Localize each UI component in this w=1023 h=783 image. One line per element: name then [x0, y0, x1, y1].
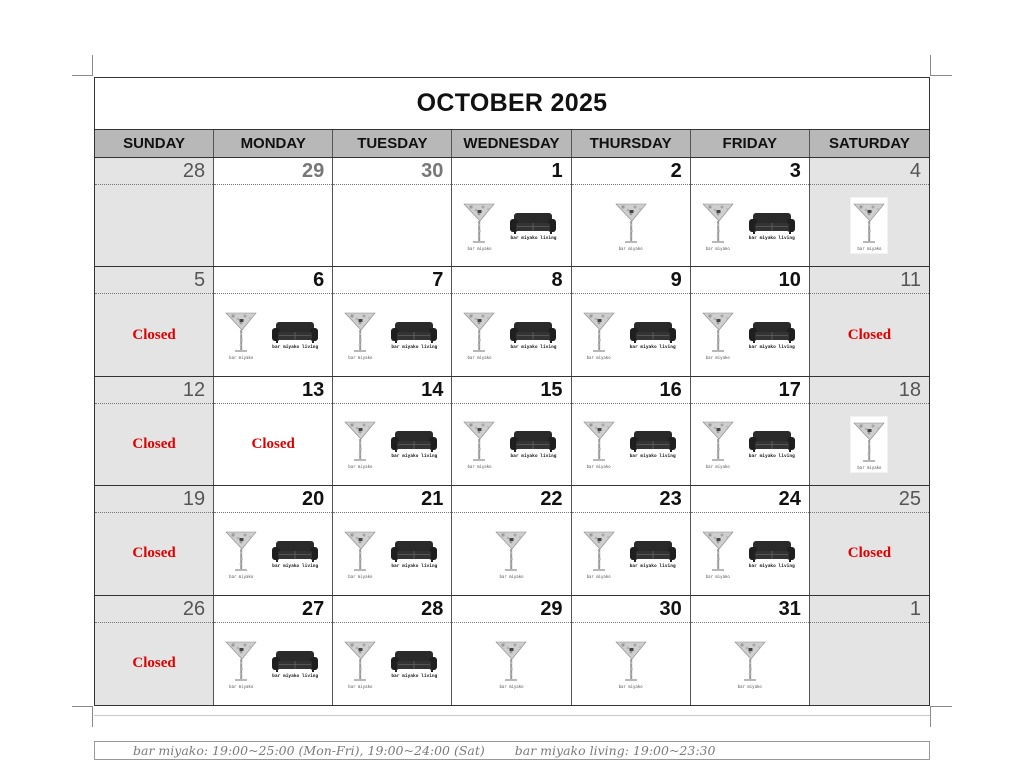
- day-content: [572, 185, 690, 266]
- bar-miyako-living-logo: [744, 429, 800, 459]
- bar-miyako-living-logo-text: bar miyako living: [391, 454, 438, 460]
- bar-miyako-logo: [342, 419, 378, 469]
- day-content: [452, 513, 570, 594]
- hours-miyako: bar miyako: 19:00~25:00 (Mon-Fri), 19:00~24:00 (Sat): [133, 743, 485, 758]
- day-content: [95, 404, 213, 485]
- calendar-day-cell: [691, 158, 810, 266]
- bar-miyako-living-logo: [386, 539, 442, 569]
- day-number: 3: [691, 158, 809, 185]
- bar-miyako-logo-text: bar miyako: [705, 464, 730, 470]
- bar-miyako-living-logo-text: bar miyako living: [629, 345, 676, 351]
- bar-miyako-logo: [461, 310, 497, 360]
- martini-tree-icon: [462, 201, 496, 245]
- martini-tree-icon: [733, 639, 767, 683]
- calendar-day-cell: [452, 377, 571, 485]
- day-content: [452, 294, 570, 375]
- bar-miyako-living-logo-text: bar miyako living: [510, 345, 557, 351]
- bar-miyako-living-logo-text: bar miyako living: [748, 563, 795, 569]
- bar-miyako-logo-text: bar miyako: [229, 573, 254, 579]
- calendar-week-row: [95, 267, 929, 376]
- bar-miyako-living-logo-text: bar miyako living: [272, 563, 319, 569]
- bar-miyako-living-logo-text: bar miyako living: [748, 235, 795, 241]
- day-content: [572, 623, 690, 705]
- day-content: [95, 623, 213, 705]
- bar-miyako-logo: [493, 639, 529, 689]
- bar-miyako-living-logo: [505, 429, 561, 459]
- sofa-icon: [390, 539, 438, 563]
- closed-label: Closed: [251, 435, 295, 452]
- bar-miyako-living-logo: [625, 429, 681, 459]
- day-content: [691, 623, 809, 705]
- martini-tree-icon: [614, 201, 648, 245]
- bar-miyako-logo-text: bar miyako: [499, 683, 524, 689]
- day-number: 31: [691, 596, 809, 623]
- martini-tree-icon: [224, 639, 258, 683]
- bar-miyako-living-logo: [505, 320, 561, 350]
- closed-label: Closed: [132, 545, 176, 562]
- martini-tree-icon: [494, 639, 528, 683]
- bar-miyako-logo-text: bar miyako: [586, 464, 611, 470]
- bar-miyako-logo-text: bar miyako: [348, 573, 373, 579]
- martini-tree-icon: [582, 529, 616, 573]
- bar-miyako-logo-text: bar miyako: [857, 464, 882, 470]
- day-number: 19: [95, 486, 213, 513]
- day-content: [452, 185, 570, 266]
- bar-miyako-living-logo-text: bar miyako living: [510, 235, 557, 241]
- day-number: 1: [452, 158, 570, 185]
- day-number: 11: [810, 267, 929, 294]
- bar-miyako-living-logo: [744, 211, 800, 241]
- hours-miyako-living: bar miyako living: 19:00~23:30: [514, 743, 716, 758]
- day-number: 22: [452, 486, 570, 513]
- bar-miyako-logo-text: bar miyako: [737, 683, 762, 689]
- day-number: 24: [691, 486, 809, 513]
- bar-miyako-logo-text: bar miyako: [467, 464, 492, 470]
- day-number: 16: [572, 377, 690, 404]
- bar-miyako-logo-text: bar miyako: [348, 464, 373, 470]
- bar-miyako-logo: [851, 198, 887, 253]
- bar-miyako-logo: [700, 529, 736, 579]
- day-number: 26: [95, 596, 213, 623]
- day-number: 30: [333, 158, 451, 185]
- weekday-header: WEDNESDAY: [452, 130, 571, 157]
- day-number: 13: [214, 377, 332, 404]
- day-number: 7: [333, 267, 451, 294]
- day-content: [810, 404, 929, 485]
- day-number: 6: [214, 267, 332, 294]
- martini-tree-icon: [462, 310, 496, 354]
- hours-footer: [94, 741, 930, 760]
- sofa-icon: [509, 211, 557, 235]
- calendar-day-cell: [333, 377, 452, 485]
- day-number: 27: [214, 596, 332, 623]
- calendar-day-cell: [95, 596, 214, 705]
- calendar-day-cell: [810, 158, 929, 266]
- sofa-icon: [390, 649, 438, 673]
- martini-tree-icon: [343, 310, 377, 354]
- martini-tree-icon: [852, 420, 886, 464]
- day-content: [214, 513, 332, 594]
- sofa-icon: [748, 320, 796, 344]
- day-number: 23: [572, 486, 690, 513]
- bar-miyako-living-logo: [744, 320, 800, 350]
- bar-miyako-living-logo: [267, 649, 323, 679]
- day-number: 29: [452, 596, 570, 623]
- bar-miyako-living-logo-text: bar miyako living: [391, 345, 438, 351]
- day-content: [333, 294, 451, 375]
- sofa-icon: [629, 320, 677, 344]
- bar-miyako-logo-text: bar miyako: [705, 573, 730, 579]
- bar-miyako-living-logo: [625, 320, 681, 350]
- bar-miyako-living-logo: [386, 429, 442, 459]
- bar-miyako-living-logo-text: bar miyako living: [748, 454, 795, 460]
- bar-miyako-living-logo-text: bar miyako living: [272, 673, 319, 679]
- day-number: 9: [572, 267, 690, 294]
- day-content: [95, 185, 213, 266]
- weekday-header-row: [95, 130, 929, 158]
- day-content: [214, 294, 332, 375]
- calendar-day-cell: [333, 486, 452, 594]
- martini-tree-icon: [494, 529, 528, 573]
- day-content: [333, 404, 451, 485]
- bar-miyako-living-logo-text: bar miyako living: [272, 345, 319, 351]
- martini-tree-icon: [462, 419, 496, 463]
- bar-miyako-logo: [342, 529, 378, 579]
- calendar-day-cell: [691, 377, 810, 485]
- bar-miyako-living-logo: [744, 539, 800, 569]
- martini-tree-icon: [343, 529, 377, 573]
- bar-miyako-logo: [581, 529, 617, 579]
- bar-miyako-living-logo-text: bar miyako living: [510, 454, 557, 460]
- sofa-icon: [629, 539, 677, 563]
- sofa-icon: [748, 429, 796, 453]
- day-content: [452, 404, 570, 485]
- day-number: 25: [810, 486, 929, 513]
- bar-miyako-logo: [223, 310, 259, 360]
- closed-label: Closed: [132, 326, 176, 343]
- day-number: 2: [572, 158, 690, 185]
- sofa-icon: [509, 320, 557, 344]
- day-number: 29: [214, 158, 332, 185]
- weekday-header: MONDAY: [214, 130, 333, 157]
- day-content: [214, 404, 332, 485]
- day-content: [333, 185, 451, 266]
- martini-tree-icon: [701, 310, 735, 354]
- day-number: 21: [333, 486, 451, 513]
- calendar-day-cell: [810, 486, 929, 594]
- day-number: 20: [214, 486, 332, 513]
- crop-mark: [72, 75, 93, 76]
- weekday-header: THURSDAY: [572, 130, 691, 157]
- day-content: [95, 513, 213, 594]
- day-content: [452, 623, 570, 705]
- day-content: [214, 185, 332, 266]
- calendar-day-cell: [452, 158, 571, 266]
- calendar-day-cell: [333, 596, 452, 705]
- sofa-icon: [629, 429, 677, 453]
- calendar-day-cell: [95, 267, 214, 375]
- calendar-day-cell: [95, 486, 214, 594]
- bar-miyako-living-logo: [267, 320, 323, 350]
- calendar-day-cell: [452, 486, 571, 594]
- day-content: [810, 294, 929, 375]
- sofa-icon: [271, 649, 319, 673]
- crop-mark: [930, 706, 931, 727]
- bar-miyako-living-logo-text: bar miyako living: [629, 563, 676, 569]
- calendar-weeks: [95, 158, 929, 705]
- calendar-week-row: [95, 596, 929, 705]
- closed-label: Closed: [132, 655, 176, 672]
- calendar-day-cell: [214, 596, 333, 705]
- bar-miyako-logo-text: bar miyako: [229, 683, 254, 689]
- weekday-header: SATURDAY: [828, 135, 910, 152]
- bar-miyako-logo: [461, 419, 497, 469]
- sofa-icon: [271, 539, 319, 563]
- calendar-day-cell: [333, 158, 452, 266]
- crop-mark: [931, 75, 952, 76]
- day-number: 1: [810, 596, 929, 623]
- day-content: [810, 185, 929, 266]
- day-content: [810, 623, 929, 705]
- bar-miyako-logo-text: bar miyako: [467, 355, 492, 361]
- sofa-icon: [748, 211, 796, 235]
- day-number: 8: [452, 267, 570, 294]
- martini-tree-icon: [343, 639, 377, 683]
- bar-miyako-logo-text: bar miyako: [467, 245, 492, 251]
- day-number: 30: [572, 596, 690, 623]
- crop-mark: [931, 706, 952, 707]
- bar-miyako-logo: [581, 419, 617, 469]
- crop-mark: [92, 55, 93, 76]
- day-content: [691, 294, 809, 375]
- bar-miyako-logo-text: bar miyako: [586, 355, 611, 361]
- calendar: [94, 77, 930, 706]
- bar-miyako-living-logo: [386, 320, 442, 350]
- calendar-day-cell: [214, 158, 333, 266]
- bar-miyako-logo: [342, 310, 378, 360]
- day-number: 5: [95, 267, 213, 294]
- sofa-icon: [390, 320, 438, 344]
- day-number: 15: [452, 377, 570, 404]
- calendar-day-cell: [214, 486, 333, 594]
- bar-miyako-logo-text: bar miyako: [229, 355, 254, 361]
- martini-tree-icon: [614, 639, 648, 683]
- bar-miyako-logo: [461, 201, 497, 251]
- day-content: [691, 185, 809, 266]
- calendar-day-cell: [572, 377, 691, 485]
- day-content: [572, 294, 690, 375]
- martini-tree-icon: [343, 419, 377, 463]
- bar-miyako-logo-text: bar miyako: [618, 683, 643, 689]
- calendar-day-cell: [572, 596, 691, 705]
- day-number: 14: [333, 377, 451, 404]
- crop-mark: [930, 55, 931, 76]
- bar-miyako-logo: [700, 201, 736, 251]
- martini-tree-icon: [701, 201, 735, 245]
- day-content: [333, 623, 451, 705]
- closed-label: Closed: [132, 435, 176, 452]
- bar-miyako-living-logo-text: bar miyako living: [391, 673, 438, 679]
- calendar-title: OCTOBER 2025: [95, 78, 929, 130]
- day-content: [95, 294, 213, 375]
- bar-miyako-logo: [613, 639, 649, 689]
- martini-tree-icon: [582, 310, 616, 354]
- calendar-day-cell: [691, 596, 810, 705]
- day-number: 18: [810, 377, 929, 404]
- calendar-day-cell: [691, 486, 810, 594]
- calendar-day-cell: [810, 377, 929, 485]
- bar-miyako-living-logo: [267, 539, 323, 569]
- calendar-week-row: [95, 158, 929, 267]
- calendar-day-cell: [452, 267, 571, 375]
- weekday-header: FRIDAY: [691, 130, 810, 157]
- calendar-day-cell: [214, 267, 333, 375]
- bar-miyako-logo: [732, 639, 768, 689]
- martini-tree-icon: [582, 419, 616, 463]
- bar-miyako-living-logo-text: bar miyako living: [748, 345, 795, 351]
- martini-tree-icon: [224, 529, 258, 573]
- martini-tree-icon: [701, 529, 735, 573]
- calendar-day-cell: [691, 267, 810, 375]
- day-content: [572, 404, 690, 485]
- bar-miyako-living-logo: [505, 211, 561, 241]
- calendar-day-cell: [572, 486, 691, 594]
- bar-miyako-logo: [493, 529, 529, 579]
- crop-mark: [92, 706, 93, 727]
- bar-miyako-living-logo-text: bar miyako living: [391, 563, 438, 569]
- crop-mark: [72, 706, 93, 707]
- martini-tree-icon: [224, 310, 258, 354]
- bar-miyako-logo-text: bar miyako: [348, 683, 373, 689]
- bar-miyako-logo: [581, 310, 617, 360]
- bar-miyako-logo-text: bar miyako: [618, 245, 643, 251]
- bar-miyako-living-logo: [625, 539, 681, 569]
- bar-miyako-logo: [342, 639, 378, 689]
- martini-tree-icon: [852, 201, 886, 245]
- page-margin-line: [94, 715, 930, 716]
- bar-miyako-logo: [223, 529, 259, 579]
- calendar-day-cell: [452, 596, 571, 705]
- bar-miyako-living-logo: [386, 649, 442, 679]
- calendar-day-cell: [810, 267, 929, 375]
- bar-miyako-logo-text: bar miyako: [857, 246, 882, 252]
- day-number: 12: [95, 377, 213, 404]
- bar-miyako-logo: [700, 419, 736, 469]
- closed-label: Closed: [847, 326, 892, 343]
- day-number: 28: [333, 596, 451, 623]
- calendar-day-cell: [810, 596, 929, 705]
- bar-miyako-logo-text: bar miyako: [348, 355, 373, 361]
- weekday-header: SUNDAY: [95, 130, 214, 157]
- calendar-week-row: [95, 377, 929, 486]
- bar-miyako-logo: [223, 639, 259, 689]
- bar-miyako-logo-text: bar miyako: [705, 355, 730, 361]
- day-number: 4: [810, 158, 929, 185]
- day-number: 10: [691, 267, 809, 294]
- calendar-day-cell: [333, 267, 452, 375]
- calendar-day-cell: [572, 158, 691, 266]
- bar-miyako-logo: [613, 201, 649, 251]
- bar-miyako-logo-text: bar miyako: [586, 573, 611, 579]
- day-content: [333, 513, 451, 594]
- calendar-week-row: [95, 486, 929, 595]
- day-content: [214, 623, 332, 705]
- bar-miyako-living-logo-text: bar miyako living: [629, 454, 676, 460]
- bar-miyako-logo-text: bar miyako: [499, 573, 524, 579]
- calendar-day-cell: [214, 377, 333, 485]
- bar-miyako-logo: [851, 417, 887, 472]
- day-content: [572, 513, 690, 594]
- day-number: 28: [95, 158, 213, 185]
- day-number: 17: [691, 377, 809, 404]
- calendar-day-cell: [572, 267, 691, 375]
- sofa-icon: [509, 429, 557, 453]
- calendar-day-cell: [95, 377, 214, 485]
- closed-label: Closed: [847, 545, 892, 562]
- weekday-header: TUESDAY: [333, 130, 452, 157]
- day-content: [691, 513, 809, 594]
- bar-miyako-logo-text: bar miyako: [705, 245, 730, 251]
- day-content: [691, 404, 809, 485]
- sofa-icon: [748, 539, 796, 563]
- sofa-icon: [390, 429, 438, 453]
- day-content: [810, 513, 929, 594]
- calendar-day-cell: [95, 158, 214, 266]
- martini-tree-icon: [701, 419, 735, 463]
- bar-miyako-logo: [700, 310, 736, 360]
- sofa-icon: [271, 320, 319, 344]
